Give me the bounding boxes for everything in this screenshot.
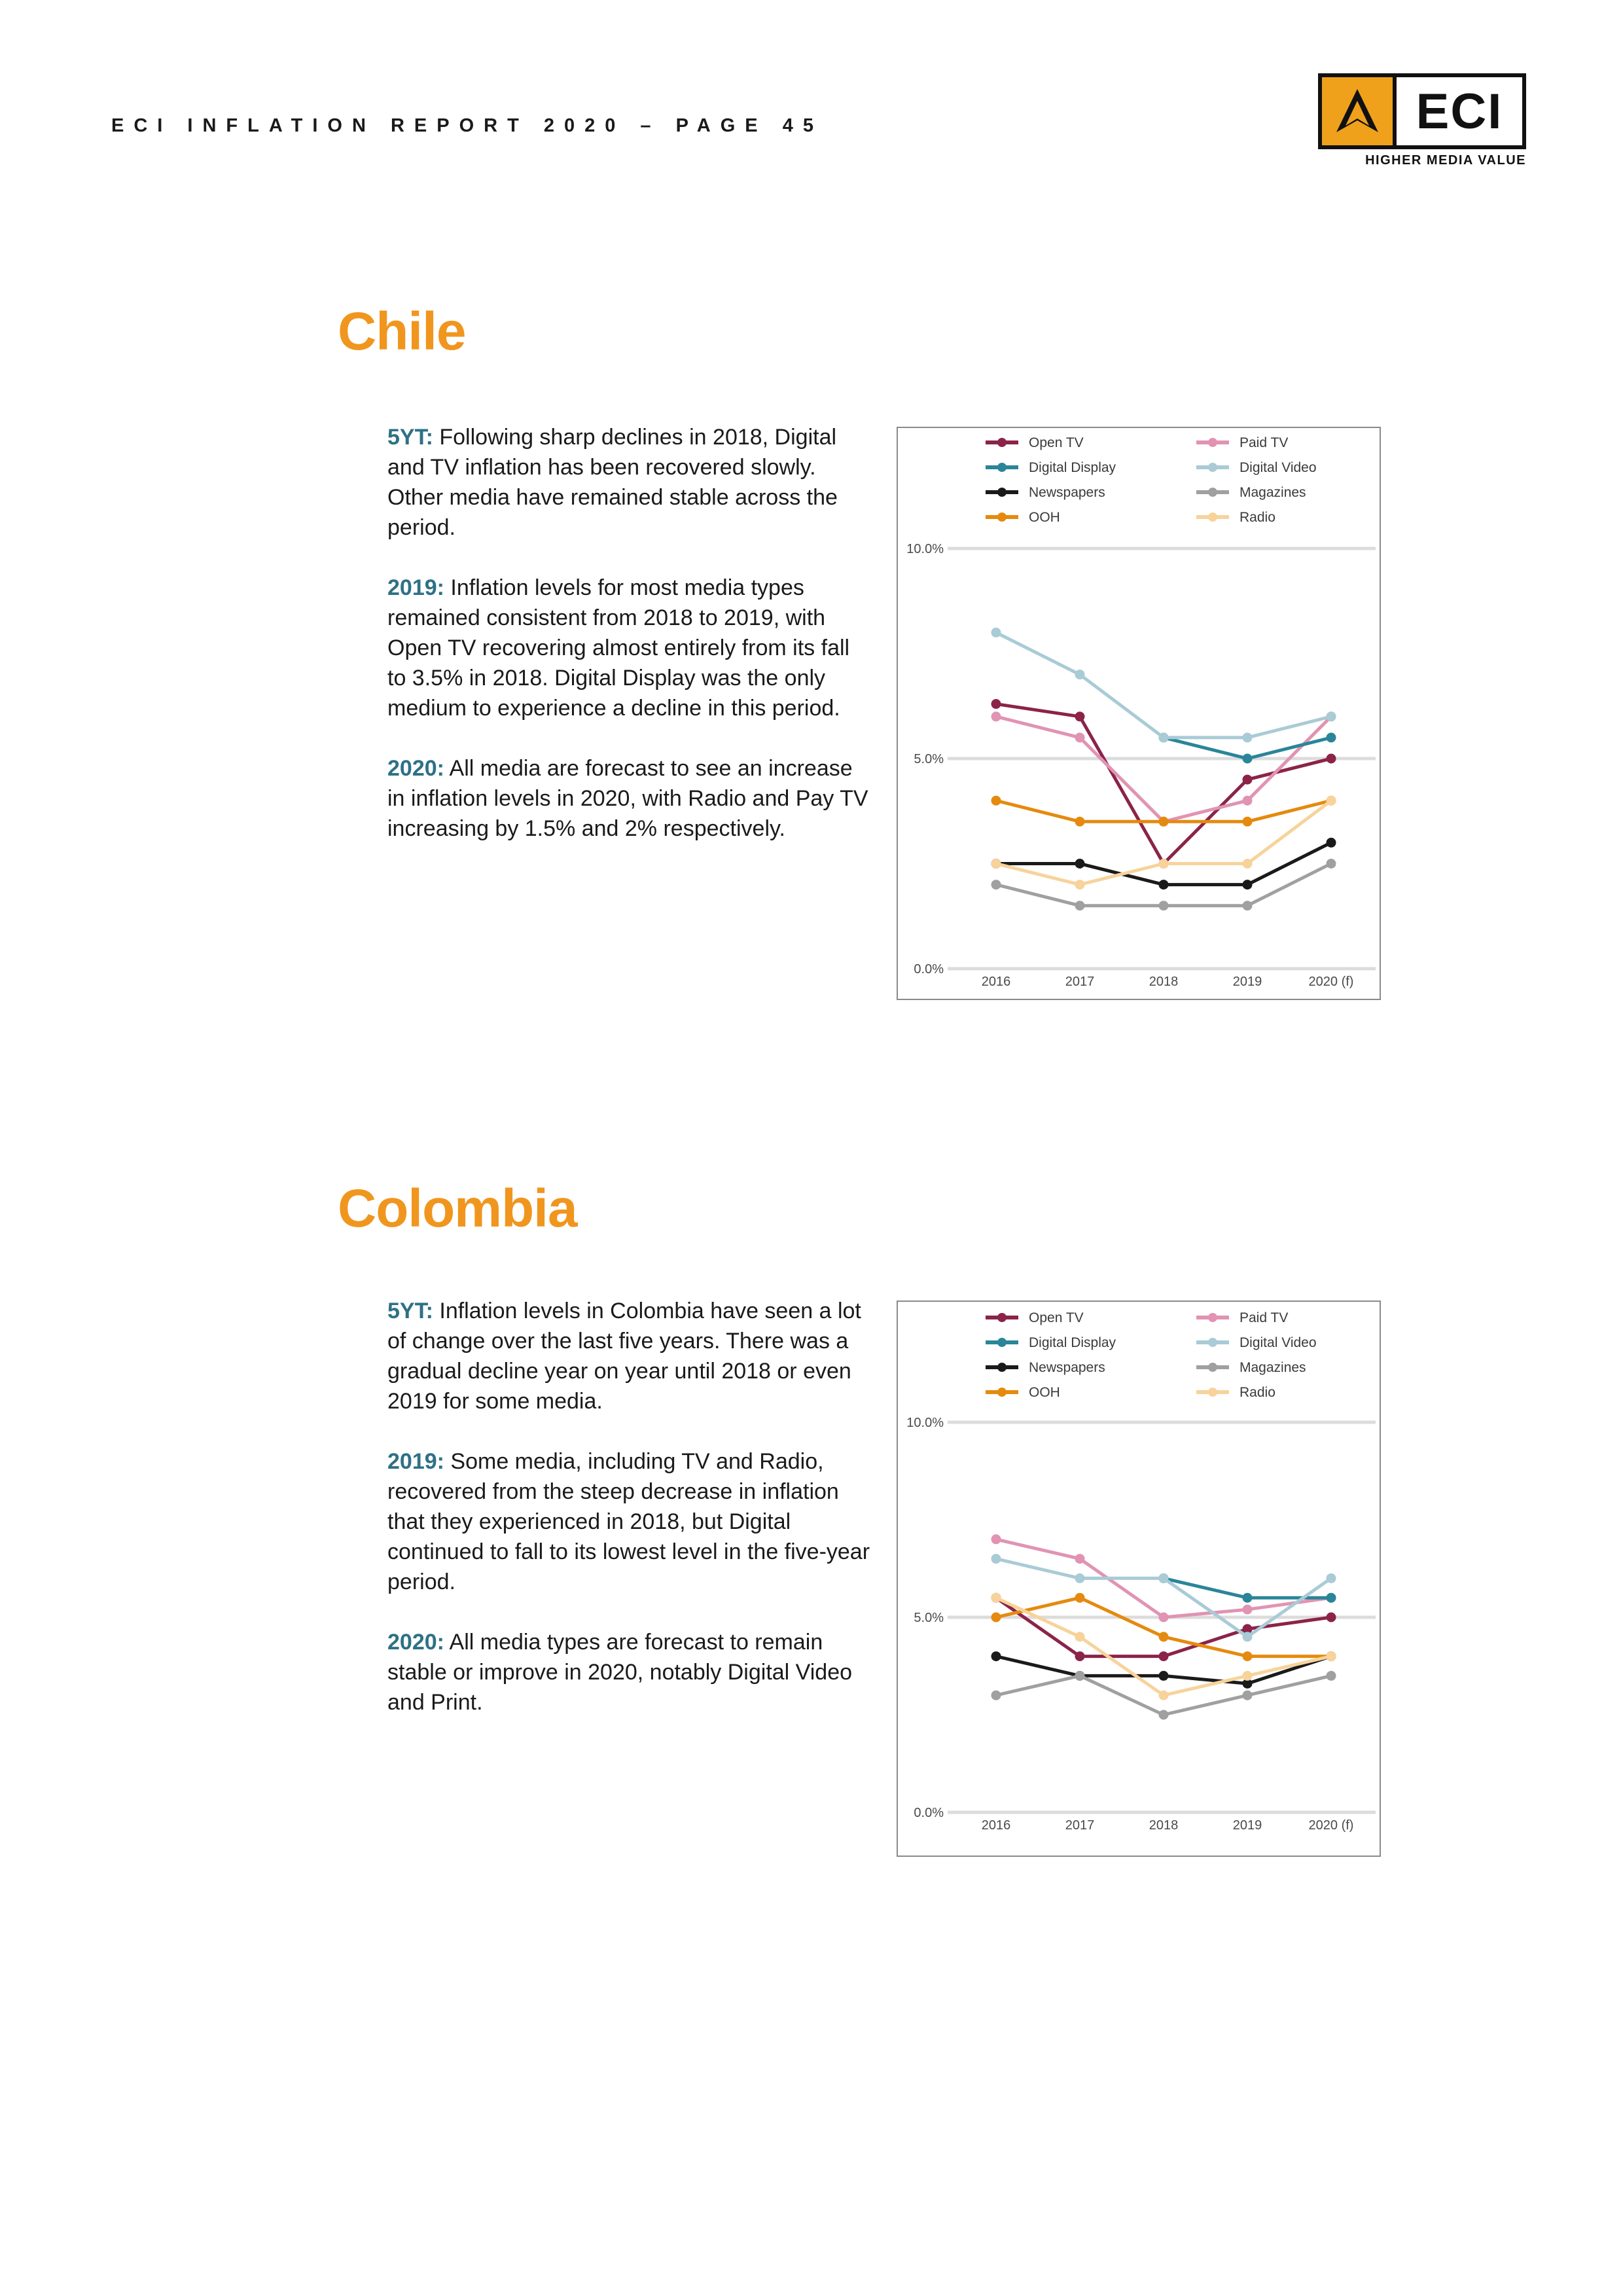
legend-marker — [1208, 1313, 1217, 1322]
data-point-newspapers — [1243, 880, 1253, 889]
data-point-open-tv — [1327, 1613, 1336, 1623]
legend-label-open-tv: Open TV — [1029, 1310, 1084, 1325]
data-point-ooh — [1243, 1651, 1253, 1661]
series-line-ooh — [996, 1598, 1331, 1656]
data-point-radio — [1327, 1651, 1336, 1661]
data-point-radio — [1327, 796, 1336, 806]
logo-arrow-icon — [1322, 77, 1397, 145]
data-point-open-tv — [1075, 1651, 1085, 1661]
legend-marker — [1208, 512, 1217, 522]
data-point-radio — [1243, 1671, 1253, 1681]
paragraph — [387, 753, 872, 844]
legend-label-magazines: Magazines — [1240, 485, 1306, 500]
legend-label-radio: Radio — [1240, 1385, 1275, 1400]
data-point-digital-video — [1075, 1573, 1085, 1583]
data-point-magazines — [1327, 1671, 1336, 1681]
data-point-paid-tv — [1243, 796, 1253, 806]
paragraph — [387, 1627, 872, 1717]
paragraph-lead: 5YT: — [387, 1299, 433, 1323]
logo-text: ECI — [1416, 83, 1503, 139]
colombia-copy — [387, 1296, 872, 1748]
data-point-digital-video — [1159, 1573, 1169, 1583]
x-tick-label: 2019 — [1232, 975, 1262, 989]
data-point-radio — [991, 1593, 1001, 1603]
legend-label-newspapers: Newspapers — [1029, 1360, 1105, 1375]
x-tick-label: 2018 — [1149, 1818, 1179, 1833]
y-tick-label: 0.0% — [914, 1806, 944, 1820]
data-point-digital-display — [1327, 732, 1336, 742]
data-point-radio — [1159, 859, 1169, 869]
x-tick-label: 2020 (f) — [1308, 975, 1354, 989]
data-point-digital-video — [1075, 670, 1085, 679]
y-tick-label: 10.0% — [906, 542, 944, 556]
data-point-newspapers — [1159, 880, 1169, 889]
data-point-digital-display — [1327, 1593, 1336, 1603]
legend-marker — [997, 1363, 1007, 1372]
chile-line-chart — [898, 428, 1380, 999]
data-point-open-tv — [1327, 754, 1336, 764]
data-point-magazines — [1243, 901, 1253, 910]
paragraph — [387, 1296, 872, 1416]
legend-label-open-tv: Open TV — [1029, 435, 1084, 450]
paragraph-text: Inflation levels in Colombia have seen a lot of change over the last five years. There was a gradual decline year on year until 2018 or even 2019 for some media. — [387, 1299, 861, 1414]
series-line-digital-video — [996, 632, 1331, 738]
series-line-paid-tv — [996, 717, 1331, 822]
paragraph-lead: 2020: — [387, 756, 444, 781]
x-tick-label: 2017 — [1065, 975, 1095, 989]
legend-marker — [1208, 438, 1217, 447]
y-tick-label: 5.0% — [914, 752, 944, 766]
data-point-ooh — [1243, 817, 1253, 827]
y-tick-label: 0.0% — [914, 962, 944, 977]
x-tick-label: 2018 — [1149, 975, 1179, 989]
legend-marker — [997, 488, 1007, 497]
colombia-line-chart — [898, 1302, 1380, 1856]
data-point-radio — [1075, 1632, 1085, 1641]
legend-marker — [997, 1388, 1007, 1397]
legend-label-digital-display: Digital Display — [1029, 1335, 1116, 1350]
legend-marker — [997, 512, 1007, 522]
x-tick-label: 2020 (f) — [1308, 1818, 1354, 1833]
data-point-radio — [1243, 859, 1253, 869]
x-tick-label: 2019 — [1232, 1818, 1262, 1833]
colombia-chart — [897, 1300, 1381, 1857]
data-point-digital-video — [991, 1554, 1001, 1564]
data-point-digital-display — [1243, 1593, 1253, 1603]
data-point-digital-video — [991, 628, 1001, 637]
legend-label-paid-tv: Paid TV — [1240, 1310, 1289, 1325]
chile-copy — [387, 422, 872, 874]
legend-label-magazines: Magazines — [1240, 1360, 1306, 1375]
data-point-open-tv — [1075, 711, 1085, 721]
data-point-paid-tv — [991, 1534, 1001, 1544]
data-point-digital-display — [1243, 754, 1253, 764]
chile-chart — [897, 427, 1381, 1000]
legend-marker — [997, 438, 1007, 447]
data-point-radio — [991, 859, 1001, 869]
data-point-newspapers — [1327, 838, 1336, 848]
data-point-ooh — [991, 1613, 1001, 1623]
data-point-digital-video — [1327, 1573, 1336, 1583]
data-point-open-tv — [1243, 775, 1253, 785]
data-point-magazines — [1243, 1691, 1253, 1700]
paragraph — [387, 573, 872, 723]
data-point-radio — [1159, 1691, 1169, 1700]
data-point-magazines — [1327, 859, 1336, 869]
paragraph-text: All media are forecast to see an increase in inflation levels in 2020, with Radio and Pay TV increasing by 1.5% and 2% respectively. — [387, 756, 868, 841]
legend-marker — [1208, 488, 1217, 497]
legend-label-digital-video: Digital Video — [1240, 1335, 1317, 1350]
legend-marker — [1208, 1388, 1217, 1397]
paragraph-text: Following sharp declines in 2018, Digital and TV inflation has been recovered slowly. Other media have remained stable across the period. — [387, 425, 838, 540]
paragraph-lead: 2019: — [387, 1449, 444, 1474]
paragraph-lead: 2020: — [387, 1630, 444, 1655]
x-tick-label: 2016 — [981, 1818, 1011, 1833]
y-tick-label: 5.0% — [914, 1611, 944, 1625]
legend-label-radio: Radio — [1240, 510, 1275, 525]
data-point-magazines — [1075, 1671, 1085, 1681]
paragraph-text: All media types are forecast to remain stable or improve in 2020, notably Digital Video and Print. — [387, 1630, 853, 1715]
paragraph — [387, 422, 872, 543]
data-point-ooh — [1075, 1593, 1085, 1603]
eci-logo — [1318, 73, 1526, 168]
legend-marker — [997, 1338, 1007, 1347]
data-point-paid-tv — [1075, 1554, 1085, 1564]
data-point-magazines — [991, 880, 1001, 889]
data-point-ooh — [1075, 817, 1085, 827]
legend-label-paid-tv: Paid TV — [1240, 435, 1289, 450]
data-point-ooh — [991, 796, 1001, 806]
paragraph — [387, 1446, 872, 1597]
data-point-newspapers — [991, 1651, 1001, 1661]
x-tick-label: 2016 — [981, 975, 1011, 989]
data-point-paid-tv — [1075, 732, 1085, 742]
legend-label-ooh: OOH — [1029, 510, 1060, 525]
data-point-newspapers — [1075, 859, 1085, 869]
data-point-magazines — [1075, 901, 1085, 910]
data-point-magazines — [1159, 1710, 1169, 1720]
paragraph-text: Some media, including TV and Radio, recovered from the steep decrease in inflation that they experienced in 2018, but Digital continued to fall to its lowest level in the five-year period. — [387, 1449, 870, 1594]
legend-label-digital-display: Digital Display — [1029, 460, 1116, 475]
section-title-chile: Chile — [338, 302, 466, 361]
data-point-ooh — [1159, 1632, 1169, 1641]
report-header: ECI INFLATION REPORT 2020 – PAGE 45 — [111, 115, 823, 136]
data-point-digital-video — [1327, 711, 1336, 721]
legend-label-newspapers: Newspapers — [1029, 485, 1105, 500]
section-title-colombia: Colombia — [338, 1179, 577, 1238]
legend-marker — [997, 1313, 1007, 1322]
legend-label-digital-video: Digital Video — [1240, 460, 1317, 475]
data-point-newspapers — [1159, 1671, 1169, 1681]
y-tick-label: 10.0% — [906, 1416, 944, 1430]
data-point-open-tv — [1159, 1651, 1169, 1661]
data-point-paid-tv — [1243, 1605, 1253, 1615]
legend-marker — [997, 463, 1007, 472]
legend-marker — [1208, 463, 1217, 472]
logo-tagline: HIGHER MEDIA VALUE — [1365, 153, 1526, 168]
paragraph-lead: 5YT: — [387, 425, 433, 450]
data-point-magazines — [1159, 901, 1169, 910]
legend-marker — [1208, 1363, 1217, 1372]
data-point-digital-video — [1159, 732, 1169, 742]
data-point-radio — [1075, 880, 1085, 889]
legend-label-ooh: OOH — [1029, 1385, 1060, 1400]
data-point-digital-video — [1243, 1632, 1253, 1641]
data-point-ooh — [1159, 817, 1169, 827]
x-tick-label: 2017 — [1065, 1818, 1095, 1833]
data-point-digital-video — [1243, 732, 1253, 742]
data-point-open-tv — [991, 699, 1001, 709]
data-point-paid-tv — [991, 711, 1001, 721]
data-point-paid-tv — [1159, 1613, 1169, 1623]
paragraph-text: Inflation levels for most media types remained consistent from 2018 to 2019, with Open TV recovering almost entirely from its fall to 3.5% in 2018. Digital Display was the only medium to experience a decline in this period. — [387, 575, 850, 721]
data-point-magazines — [991, 1691, 1001, 1700]
legend-marker — [1208, 1338, 1217, 1347]
paragraph-lead: 2019: — [387, 575, 444, 600]
